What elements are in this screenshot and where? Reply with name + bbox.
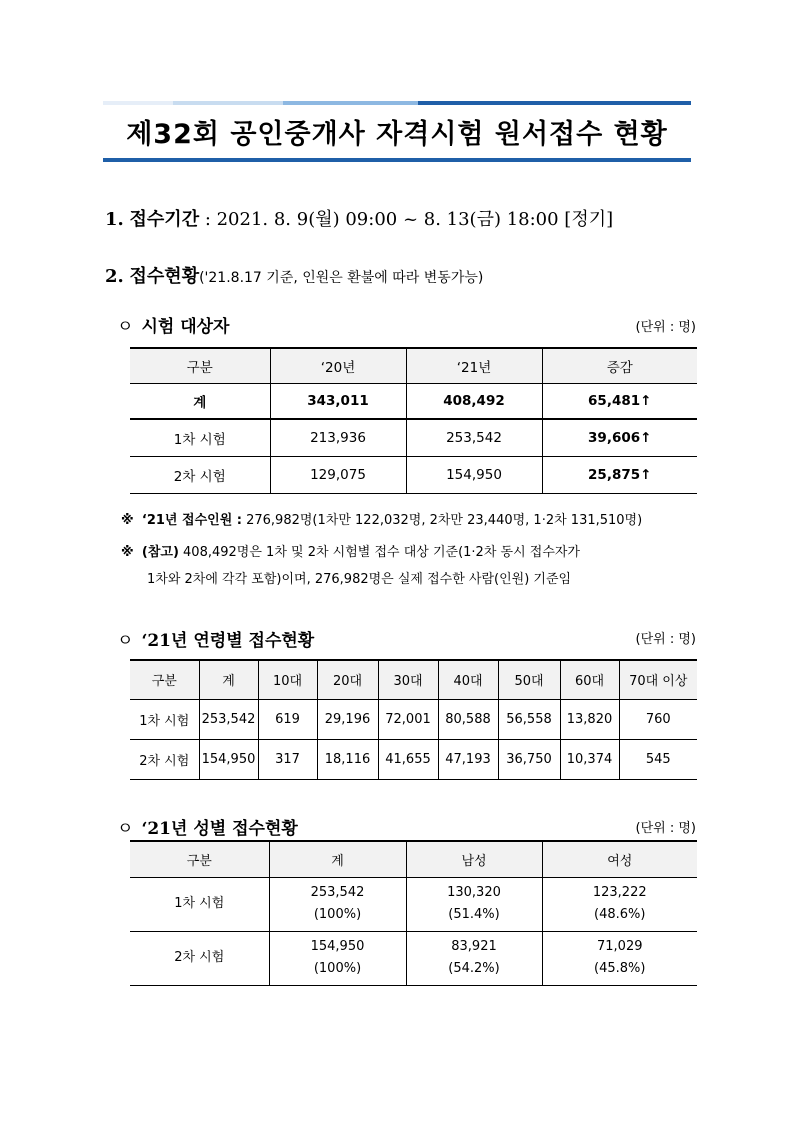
- cell: 80,588: [438, 699, 498, 739]
- table1-unit: (단위 : 명): [635, 320, 696, 335]
- table-row: [130, 931, 697, 985]
- table-row: [130, 419, 697, 456]
- cell: 343,011: [270, 383, 406, 419]
- table-row: [130, 877, 697, 931]
- circle-bullet-icon: ㅇ: [117, 819, 134, 839]
- table-row: [130, 383, 697, 419]
- table1-heading: ㅇ 시험 대상자: [117, 317, 230, 337]
- page-title: 제32회 공인중개사 자격시험 원서접수 현황: [126, 119, 668, 150]
- col-header: 여성: [542, 841, 697, 877]
- row-label: 2차 시험: [130, 739, 199, 779]
- cell: 47,193: [438, 739, 498, 779]
- col-header: 50대: [498, 660, 560, 699]
- cell: 25,875↑: [542, 456, 697, 493]
- cell: 65,481↑: [542, 383, 697, 419]
- section-2-heading: 2. 접수현황('21.8.17 기준, 인원은 환불에 따라 변동가능): [105, 266, 484, 287]
- cell: 29,196: [317, 699, 378, 739]
- table2-by-age: [130, 659, 697, 780]
- col-header: 계: [269, 841, 406, 877]
- cell: 253,542 (100%): [269, 877, 406, 931]
- col-header: 10대: [258, 660, 317, 699]
- col-header: 구분: [130, 841, 269, 877]
- note-mark-icon: ※: [121, 545, 134, 560]
- col-header: 구분: [130, 348, 270, 383]
- col-header: 30대: [378, 660, 438, 699]
- cell: 154,950: [199, 739, 258, 779]
- cell: 253,542: [199, 699, 258, 739]
- col-header: 60대: [560, 660, 619, 699]
- table3-by-gender: [130, 840, 697, 986]
- circle-bullet-icon: ㅇ: [117, 631, 134, 651]
- col-header: 계: [199, 660, 258, 699]
- cell: 154,950: [406, 456, 542, 493]
- col-header: 70대 이상: [619, 660, 697, 699]
- cell: 154,950 (100%): [269, 931, 406, 985]
- circle-bullet-icon: ㅇ: [117, 317, 134, 337]
- note-2: ※ (참고) 408,492명은 1차 및 2차 시험별 접수 대상 기준(1·2차 동시 접수자가 1차와 2차에 각각 포함)이며, 276,982명은 실제 접수한 사람(인원) 기준임: [121, 545, 580, 587]
- row-label: 2차 시험: [130, 931, 269, 985]
- cell: 760: [619, 699, 697, 739]
- title-top-bar: [103, 101, 691, 105]
- cell: 129,075: [270, 456, 406, 493]
- row-label: 2차 시험: [130, 456, 270, 493]
- col-header: ‘21년: [406, 348, 542, 383]
- cell: 39,606↑: [542, 419, 697, 456]
- cell: 18,116: [317, 739, 378, 779]
- note-1: ※ ‘21년 접수인원 : 276,982명(1차만 122,032명, 2차만 23,440명, 1·2차 131,510명): [121, 513, 643, 528]
- row-label: 1차 시험: [130, 877, 269, 931]
- cell: 13,820: [560, 699, 619, 739]
- table-row: [130, 456, 697, 493]
- cell: 213,936: [270, 419, 406, 456]
- cell: 10,374: [560, 739, 619, 779]
- table1-exam-targets: [130, 347, 697, 494]
- row-label: 계: [130, 383, 270, 419]
- cell: 619: [258, 699, 317, 739]
- col-header: 구분: [130, 660, 199, 699]
- col-header: 40대: [438, 660, 498, 699]
- cell: 317: [258, 739, 317, 779]
- note-mark-icon: ※: [121, 513, 134, 528]
- section-1-heading: 1. 접수기간 : 2021. 8. 9(월) 09:00 ~ 8. 13(금) 18:00 [정기]: [105, 209, 614, 230]
- cell: 545: [619, 739, 697, 779]
- cell: 130,320 (51.4%): [406, 877, 542, 931]
- cell: 72,001: [378, 699, 438, 739]
- col-header: ‘20년: [270, 348, 406, 383]
- cell: 56,558: [498, 699, 560, 739]
- title-bottom-bar: [103, 158, 691, 162]
- row-label: 1차 시험: [130, 419, 270, 456]
- table2-unit: (단위 : 명): [635, 632, 696, 647]
- table3-unit: (단위 : 명): [635, 821, 696, 836]
- col-header: 남성: [406, 841, 542, 877]
- table-row: [130, 739, 697, 779]
- row-label: 1차 시험: [130, 699, 199, 739]
- cell: 123,222 (48.6%): [542, 877, 697, 931]
- cell: 41,655: [378, 739, 438, 779]
- cell: 253,542: [406, 419, 542, 456]
- table2-heading: ㅇ ‘21년 연령별 접수현황: [117, 631, 315, 651]
- cell: 408,492: [406, 383, 542, 419]
- table-row: [130, 699, 697, 739]
- table3-heading: ㅇ ‘21년 성별 접수현황: [117, 819, 298, 839]
- col-header: 20대: [317, 660, 378, 699]
- cell: 71,029 (45.8%): [542, 931, 697, 985]
- cell: 36,750: [498, 739, 560, 779]
- col-header: 증감: [542, 348, 697, 383]
- cell: 83,921 (54.2%): [406, 931, 542, 985]
